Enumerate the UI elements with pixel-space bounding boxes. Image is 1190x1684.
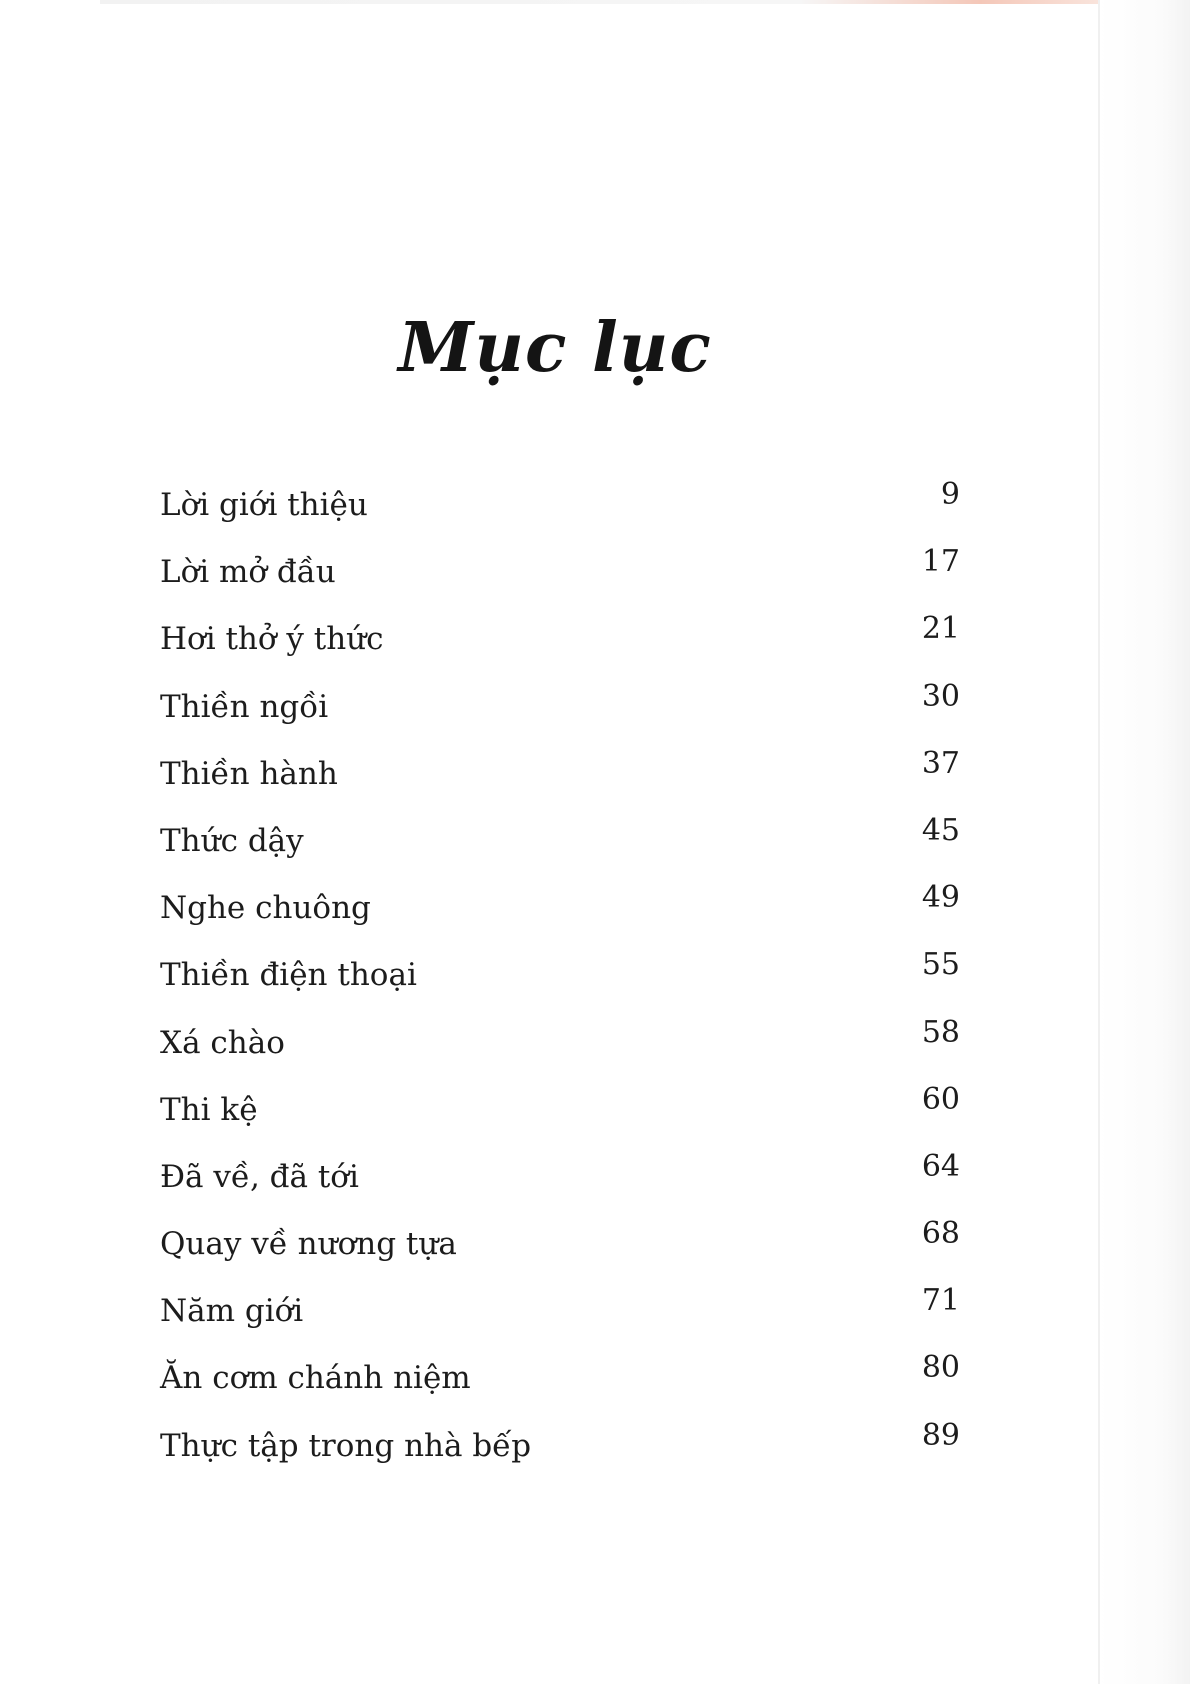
toc-entry-title: Thiền hành xyxy=(160,755,338,792)
toc-entry-title: Hơi thở ý thức xyxy=(160,621,384,658)
toc-entry-title: Thực tập trong nhà bếp xyxy=(160,1427,532,1464)
toc-entry-page: 21 xyxy=(921,611,960,647)
toc-entry-title: Thi kệ xyxy=(160,1091,258,1128)
toc-entry-title: Xá chào xyxy=(160,1024,285,1061)
toc-entry[interactable] xyxy=(160,678,960,754)
toc-entry[interactable] xyxy=(160,880,960,955)
toc-entry-page: 55 xyxy=(921,947,960,983)
toc-entry[interactable] xyxy=(160,611,960,686)
toc-entry[interactable] xyxy=(160,544,960,619)
toc-entry[interactable] xyxy=(160,1014,960,1090)
toc-entry-title: Thức dậy xyxy=(160,822,304,859)
toc-entry[interactable] xyxy=(160,812,960,888)
page-margin-line xyxy=(1098,0,1100,1684)
toc-entry-page: 89 xyxy=(921,1417,960,1453)
page-title: Mục lục xyxy=(398,307,712,388)
toc-entry-title: Thiền ngồi xyxy=(160,688,329,725)
toc-entry[interactable] xyxy=(160,477,960,552)
toc-entry-page: 37 xyxy=(921,745,960,781)
toc-entry-page: 71 xyxy=(921,1283,960,1319)
toc-entry-title: Năm giới xyxy=(160,1293,304,1330)
toc-entry-page: 49 xyxy=(921,880,960,916)
toc-entry-page: 58 xyxy=(921,1014,960,1050)
page-top-edge xyxy=(100,0,1100,4)
toc-entry-title: Ăn cơm chánh niệm xyxy=(160,1360,471,1397)
toc-entry[interactable] xyxy=(160,1283,960,1358)
toc-entry-title: Đã về, đã tới xyxy=(160,1158,359,1195)
toc-entry-page: 68 xyxy=(921,1216,960,1252)
toc-entry-page: 30 xyxy=(921,678,960,714)
toc-entry-title: Thiền điện thoại xyxy=(160,957,417,994)
toc-entry-page: 9 xyxy=(940,477,960,512)
toc-entry[interactable] xyxy=(160,1148,960,1224)
toc-entry-page: 60 xyxy=(921,1081,960,1117)
toc-entry[interactable] xyxy=(160,745,960,821)
table-of-contents xyxy=(160,477,960,1493)
toc-entry[interactable] xyxy=(160,947,960,1022)
page-right-edge xyxy=(1098,0,1190,1684)
toc-entry[interactable] xyxy=(160,1417,960,1493)
toc-entry[interactable] xyxy=(160,1081,960,1157)
toc-entry-page: 80 xyxy=(921,1350,960,1386)
toc-entry-title: Nghe chuông xyxy=(160,890,371,927)
toc-entry-page: 17 xyxy=(921,544,960,580)
toc-entry-page: 64 xyxy=(921,1148,960,1184)
toc-entry-title: Lời giới thiệu xyxy=(160,487,368,523)
toc-entry-title: Quay về nương tựa xyxy=(160,1226,457,1263)
toc-entry[interactable] xyxy=(160,1350,960,1425)
toc-entry-title: Lời mở đầu xyxy=(160,554,336,591)
toc-entry[interactable] xyxy=(160,1216,960,1291)
toc-entry-page: 45 xyxy=(921,812,960,848)
